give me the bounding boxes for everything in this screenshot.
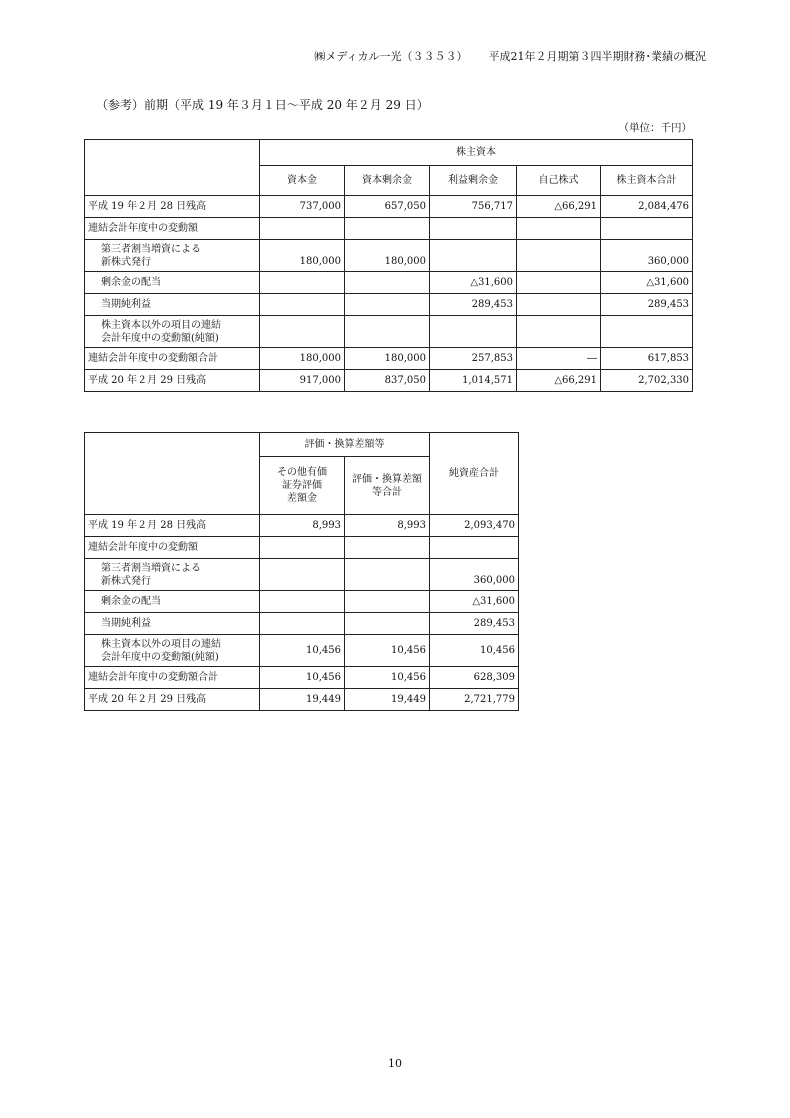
column-header [260,457,345,515]
cell-value [601,316,693,348]
row-label: 連結会計年度中の変動額合計 [85,667,260,689]
table-row [85,272,693,294]
column-header: 資本剰余金 [345,166,430,196]
cell-value: 1,014,571 [430,370,517,392]
header-line: その他有価 [277,467,327,478]
row-label-line: 株主資本以外の項目の連結 [101,319,221,331]
column-header [345,457,430,515]
cell-value [517,294,601,316]
table-row [85,316,693,348]
cell-value: 180,000 [345,240,430,272]
cell-value: 180,000 [260,240,345,272]
row-label [85,635,260,667]
cell-value [345,316,430,348]
table-row [85,348,693,370]
row-label: 平成 20 年２月 29 日残高 [85,689,260,711]
section-subtitle: （参考）前期（平成 19 年３月１日～平成 20 年２月 29 日） [96,98,429,112]
row-label [85,559,260,591]
row-label: 連結会計年度中の変動額合計 [85,348,260,370]
cell-value: △31,600 [430,272,517,294]
cell-value: 360,000 [430,559,519,591]
row-label: 剰余金の配当 [85,272,260,294]
cell-value [260,272,345,294]
cell-value: 8,993 [345,515,430,537]
cell-value: 2,702,330 [601,370,693,392]
cell-value: 917,000 [260,370,345,392]
header-line: 差額金 [287,493,317,504]
cell-value [260,294,345,316]
table-row [85,591,519,613]
row-label: 平成 20 年２月 29 日残高 [85,370,260,392]
cell-value: 2,093,470 [430,515,519,537]
group-header: 評価・換算差額等 [260,433,430,457]
cell-value [345,559,430,591]
cell-value [345,613,430,635]
row-label: 連結会計年度中の変動額 [85,218,260,240]
corner-cell [85,140,260,196]
row-label: 連結会計年度中の変動額 [85,537,260,559]
cell-value: 737,000 [260,196,345,218]
table-row [85,294,693,316]
cell-value: 180,000 [345,348,430,370]
cell-value [517,240,601,272]
row-label: 剰余金の配当 [85,591,260,613]
header-line: 証券評価 [282,480,322,491]
column-header: 資本金 [260,166,345,196]
cell-value [517,218,601,240]
group-header: 株主資本 [260,140,693,166]
cell-value: 10,456 [260,635,345,667]
cell-value [601,218,693,240]
cell-value [345,591,430,613]
cell-value: ― [517,348,601,370]
cell-value: 360,000 [601,240,693,272]
cell-value [345,272,430,294]
header-line: 評価・換算差額 [352,473,422,485]
row-label-line: 第三者割当増資による [101,243,201,255]
row-label-line: 新株式発行 [101,256,151,268]
row-label-line: 第三者割当増資による [101,562,201,574]
table-row [85,635,519,667]
shareholders-equity-table [84,139,693,392]
cell-value: 628,309 [430,667,519,689]
table-row [85,240,693,272]
column-header: 利益剰余金 [430,166,517,196]
cell-value [260,537,345,559]
cell-value: 19,449 [260,689,345,711]
table-row [85,689,519,711]
table-row [85,218,693,240]
cell-value: 289,453 [430,613,519,635]
cell-value: 657,050 [345,196,430,218]
cell-value: 617,853 [601,348,693,370]
cell-value [430,240,517,272]
row-label-line: 会計年度中の変動額(純額) [101,651,219,663]
table-row [85,613,519,635]
cell-value [517,316,601,348]
cell-value [345,537,430,559]
cell-value: 10,456 [345,667,430,689]
row-label [85,240,260,272]
cell-value: 2,721,779 [430,689,519,711]
row-label [85,316,260,348]
header-line: 等合計 [372,486,402,498]
corner-cell [85,433,260,515]
cell-value: 2,084,476 [601,196,693,218]
cell-value: 289,453 [430,294,517,316]
table-row [85,667,519,689]
cell-value [345,218,430,240]
cell-value: 8,993 [260,515,345,537]
cell-value: 10,456 [430,635,519,667]
cell-value [260,316,345,348]
row-label: 当期純利益 [85,613,260,635]
row-label: 当期純利益 [85,294,260,316]
row-label: 平成 19 年２月 28 日残高 [85,196,260,218]
cell-value: 180,000 [260,348,345,370]
unit-label: （単位：千円） [618,122,692,134]
column-header: 株主資本合計 [601,166,693,196]
cell-value [430,316,517,348]
row-label-line: 新株式発行 [101,575,151,587]
cell-value: △66,291 [517,370,601,392]
column-header: 自己株式 [517,166,601,196]
table-row [85,515,519,537]
cell-value [260,591,345,613]
cell-value [430,537,519,559]
table-row [85,196,693,218]
page-header [0,48,706,64]
cell-value: 10,456 [260,667,345,689]
cell-value: △31,600 [601,272,693,294]
report-title: 平成21年２月期第３四半期財務･業績の概況 [488,50,706,63]
cell-value [517,272,601,294]
row-label: 平成 19 年２月 28 日残高 [85,515,260,537]
cell-value: 10,456 [345,635,430,667]
cell-value: 289,453 [601,294,693,316]
cell-value [260,218,345,240]
company-name: ㈱メディカル一光（３３５３） [314,50,468,63]
page-number: 10 [388,1057,402,1070]
row-label-line: 株主資本以外の項目の連結 [101,638,221,650]
row-label-line: 会計年度中の変動額(純額) [101,332,219,344]
cell-value [260,613,345,635]
cell-value: 756,717 [430,196,517,218]
cell-value [260,559,345,591]
cell-value [430,218,517,240]
cell-value: △31,600 [430,591,519,613]
table-row [85,559,519,591]
cell-value: 837,050 [345,370,430,392]
table-row [85,370,693,392]
cell-value: 257,853 [430,348,517,370]
valuation-adjustment-table [84,432,519,711]
table-row [85,537,519,559]
cell-value [345,294,430,316]
cell-value: 19,449 [345,689,430,711]
cell-value: △66,291 [517,196,601,218]
column-header: 純資産合計 [430,433,519,515]
